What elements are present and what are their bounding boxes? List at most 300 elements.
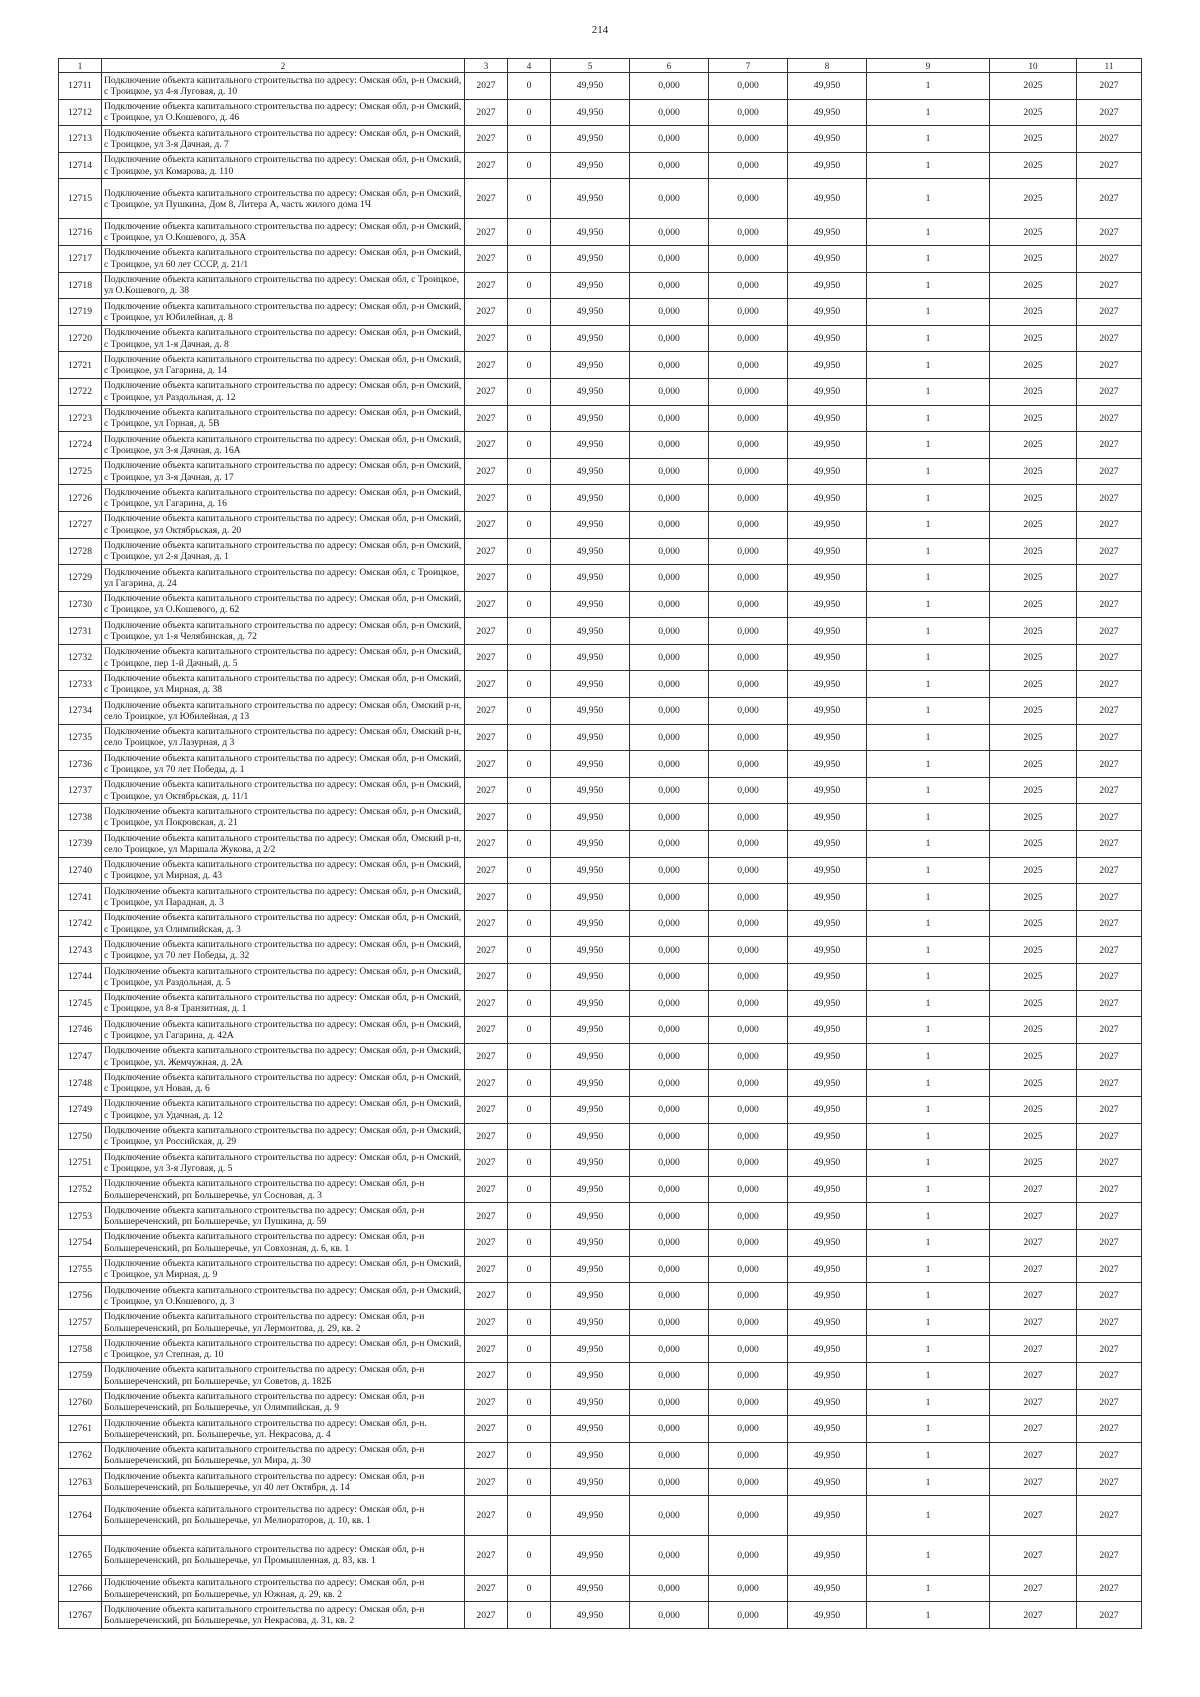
col9-cell: 1	[867, 990, 990, 1017]
col9-cell: 1	[867, 299, 990, 326]
col6-cell: 0,000	[630, 937, 709, 964]
col4-cell: 0	[508, 964, 551, 991]
col7-cell: 0,000	[709, 432, 788, 459]
col7-cell: 0,000	[709, 1416, 788, 1443]
col9-cell: 1	[867, 1150, 990, 1177]
row-number-cell: 12733	[59, 671, 102, 698]
col8-cell: 49,950	[788, 325, 867, 352]
col7-cell: 0,000	[709, 910, 788, 937]
col9-cell: 1	[867, 591, 990, 618]
col8-cell: 49,950	[788, 378, 867, 405]
start-year-cell: 2027	[990, 1575, 1077, 1602]
start-year-cell: 2025	[990, 804, 1077, 831]
end-year-cell: 2027	[1077, 910, 1142, 937]
year-cell: 2027	[465, 352, 508, 379]
col4-cell: 0	[508, 1096, 551, 1123]
col5-cell: 49,950	[551, 1070, 630, 1097]
end-year-cell: 2027	[1077, 1416, 1142, 1443]
col4-cell: 0	[508, 73, 551, 100]
row-number-cell: 12729	[59, 565, 102, 592]
year-cell: 2027	[465, 432, 508, 459]
start-year-cell: 2027	[990, 1283, 1077, 1310]
col6-cell: 0,000	[630, 1469, 709, 1496]
row-number-cell: 12738	[59, 804, 102, 831]
col4-cell: 0	[508, 910, 551, 937]
end-year-cell: 2027	[1077, 179, 1142, 219]
row-number-cell: 12739	[59, 831, 102, 858]
year-cell: 2027	[465, 73, 508, 100]
table-row	[59, 432, 1142, 459]
col6-cell: 0,000	[630, 1535, 709, 1575]
col4-cell: 0	[508, 777, 551, 804]
col8-cell: 49,950	[788, 245, 867, 272]
table-row	[59, 804, 1142, 831]
col4-cell: 0	[508, 511, 551, 538]
col9-cell: 1	[867, 73, 990, 100]
col4-cell: 0	[508, 99, 551, 126]
col7-cell: 0,000	[709, 1495, 788, 1535]
table-row	[59, 964, 1142, 991]
description-cell: Подключение объекта капитального строительства по адресу: Омская обл, р-н Омский, с Троицкое, ул Гагарина, д. 14	[102, 352, 465, 379]
col8-cell: 49,950	[788, 511, 867, 538]
col8-cell: 49,950	[788, 804, 867, 831]
end-year-cell: 2027	[1077, 831, 1142, 858]
start-year-cell: 2025	[990, 1017, 1077, 1044]
col8-cell: 49,950	[788, 644, 867, 671]
col4-cell: 0	[508, 751, 551, 778]
description-cell: Подключение объекта капитального строительства по адресу: Омская обл, р-н Омский, с Троицкое, ул 70 лет Победы, д. 32	[102, 937, 465, 964]
col5-cell: 49,950	[551, 1389, 630, 1416]
end-year-cell: 2027	[1077, 245, 1142, 272]
col8-cell: 49,950	[788, 152, 867, 179]
col8-cell: 49,950	[788, 1150, 867, 1177]
row-number-cell: 12726	[59, 485, 102, 512]
year-cell: 2027	[465, 1416, 508, 1443]
start-year-cell: 2025	[990, 884, 1077, 911]
col5-cell: 49,950	[551, 1602, 630, 1629]
col4-cell: 0	[508, 1017, 551, 1044]
col9-cell: 1	[867, 671, 990, 698]
col4-cell: 0	[508, 1123, 551, 1150]
col7-cell: 0,000	[709, 1602, 788, 1629]
end-year-cell: 2027	[1077, 1495, 1142, 1535]
col8-cell: 49,950	[788, 1362, 867, 1389]
row-number-cell: 12719	[59, 299, 102, 326]
col8-cell: 49,950	[788, 618, 867, 645]
year-cell: 2027	[465, 405, 508, 432]
col6-cell: 0,000	[630, 1070, 709, 1097]
start-year-cell: 2027	[990, 1336, 1077, 1363]
year-cell: 2027	[465, 1203, 508, 1230]
description-cell: Подключение объекта капитального строительства по адресу: Омская обл, с Троицкое, ул О.Кошевого, д. 38	[102, 272, 465, 299]
table-row	[59, 884, 1142, 911]
col7-cell: 0,000	[709, 1017, 788, 1044]
col6-cell: 0,000	[630, 378, 709, 405]
col5-cell: 49,950	[551, 751, 630, 778]
col5-cell: 49,950	[551, 1256, 630, 1283]
col9-cell: 1	[867, 99, 990, 126]
year-cell: 2027	[465, 990, 508, 1017]
row-number-cell: 12712	[59, 99, 102, 126]
col9-cell: 1	[867, 1416, 990, 1443]
col8-cell: 49,950	[788, 485, 867, 512]
start-year-cell: 2027	[990, 1309, 1077, 1336]
year-cell: 2027	[465, 1309, 508, 1336]
row-number-cell: 12740	[59, 857, 102, 884]
row-number-cell: 12767	[59, 1602, 102, 1629]
row-number-cell: 12734	[59, 698, 102, 725]
description-cell: Подключение объекта капитального строительства по адресу: Омская обл, р-н Омский, с Троицкое, ул Октябрьская, д. 20	[102, 511, 465, 538]
start-year-cell: 2025	[990, 245, 1077, 272]
year-cell: 2027	[465, 671, 508, 698]
col6-cell: 0,000	[630, 1389, 709, 1416]
col5-cell: 49,950	[551, 1416, 630, 1443]
year-cell: 2027	[465, 1256, 508, 1283]
year-cell: 2027	[465, 378, 508, 405]
description-cell: Подключение объекта капитального строительства по адресу: Омская обл, р-н Омский, с Троицкое, ул Гагарина, д. 42А	[102, 1017, 465, 1044]
col9-cell: 1	[867, 1043, 990, 1070]
col9-cell: 1	[867, 618, 990, 645]
year-cell: 2027	[465, 831, 508, 858]
description-cell: Подключение объекта капитального строительства по адресу: Омская обл, р-н Большереченский, рп Большеречье, ул Олимпийская, д. 9	[102, 1389, 465, 1416]
year-cell: 2027	[465, 1283, 508, 1310]
col4-cell: 0	[508, 126, 551, 153]
row-number-cell: 12725	[59, 458, 102, 485]
col9-cell: 1	[867, 1442, 990, 1469]
end-year-cell: 2027	[1077, 538, 1142, 565]
col7-cell: 0,000	[709, 538, 788, 565]
start-year-cell: 2025	[990, 777, 1077, 804]
col8-cell: 49,950	[788, 1123, 867, 1150]
col7-cell: 0,000	[709, 405, 788, 432]
col7-cell: 0,000	[709, 126, 788, 153]
column-header: 10	[990, 59, 1077, 73]
col6-cell: 0,000	[630, 73, 709, 100]
col5-cell: 49,950	[551, 378, 630, 405]
col4-cell: 0	[508, 219, 551, 246]
col6-cell: 0,000	[630, 1176, 709, 1203]
col4-cell: 0	[508, 485, 551, 512]
description-cell: Подключение объекта капитального строительства по адресу: Омская обл, р-н. Большереченский, рп. Большеречье, ул. Некрасова, д. 4	[102, 1416, 465, 1443]
col5-cell: 49,950	[551, 1575, 630, 1602]
start-year-cell: 2025	[990, 618, 1077, 645]
start-year-cell: 2027	[990, 1442, 1077, 1469]
table-row	[59, 73, 1142, 100]
description-cell: Подключение объекта капитального строительства по адресу: Омская обл, р-н Большереченский, рп Большеречье, ул Совхозная, д. 6, кв. 1	[102, 1229, 465, 1256]
end-year-cell: 2027	[1077, 698, 1142, 725]
description-cell: Подключение объекта капитального строительства по адресу: Омская обл, р-н Омский, с Троицкое, ул 2-я Дачная, д. 1	[102, 538, 465, 565]
col4-cell: 0	[508, 671, 551, 698]
description-cell: Подключение объекта капитального строительства по адресу: Омская обл, р-н Омский, с Троицкое, пер 1-й Дачный, д. 5	[102, 644, 465, 671]
col4-cell: 0	[508, 1283, 551, 1310]
col8-cell: 49,950	[788, 1416, 867, 1443]
col5-cell: 49,950	[551, 937, 630, 964]
row-number-cell: 12755	[59, 1256, 102, 1283]
end-year-cell: 2027	[1077, 325, 1142, 352]
table-row	[59, 485, 1142, 512]
end-year-cell: 2027	[1077, 485, 1142, 512]
col9-cell: 1	[867, 644, 990, 671]
col4-cell: 0	[508, 831, 551, 858]
row-number-cell: 12717	[59, 245, 102, 272]
description-cell: Подключение объекта капитального строительства по адресу: Омская обл, р-н Омский, с Троицкое, ул Удачная, д. 12	[102, 1096, 465, 1123]
table-row	[59, 857, 1142, 884]
description-cell: Подключение объекта капитального строительства по адресу: Омская обл, р-н Омский, с Троицкое, ул Раздольная, д. 5	[102, 964, 465, 991]
description-cell: Подключение объекта капитального строительства по адресу: Омская обл, р-н Омский, с Троицкое, ул О.Кошевого, д. 35А	[102, 219, 465, 246]
col8-cell: 49,950	[788, 405, 867, 432]
description-cell: Подключение объекта капитального строительства по адресу: Омская обл, р-н Омский, с Троицкое, ул 3-я Дачная, д. 16А	[102, 432, 465, 459]
description-cell: Подключение объекта капитального строительства по адресу: Омская обл, р-н Омский, с Троицкое, ул Юбилейная, д. 8	[102, 299, 465, 326]
col7-cell: 0,000	[709, 964, 788, 991]
column-header: 11	[1077, 59, 1142, 73]
description-cell: Подключение объекта капитального строительства по адресу: Омская обл, р-н Омский, с Троицкое, ул 1-я Дачная, д. 8	[102, 325, 465, 352]
table-row	[59, 1229, 1142, 1256]
col7-cell: 0,000	[709, 884, 788, 911]
start-year-cell: 2025	[990, 910, 1077, 937]
col4-cell: 0	[508, 1495, 551, 1535]
column-header: 7	[709, 59, 788, 73]
start-year-cell: 2025	[990, 831, 1077, 858]
col8-cell: 49,950	[788, 126, 867, 153]
col4-cell: 0	[508, 644, 551, 671]
start-year-cell: 2025	[990, 964, 1077, 991]
end-year-cell: 2027	[1077, 724, 1142, 751]
col6-cell: 0,000	[630, 964, 709, 991]
col4-cell: 0	[508, 565, 551, 592]
col5-cell: 49,950	[551, 325, 630, 352]
col5-cell: 49,950	[551, 1535, 630, 1575]
year-cell: 2027	[465, 804, 508, 831]
year-cell: 2027	[465, 777, 508, 804]
col8-cell: 49,950	[788, 99, 867, 126]
end-year-cell: 2027	[1077, 804, 1142, 831]
end-year-cell: 2027	[1077, 272, 1142, 299]
start-year-cell: 2025	[990, 724, 1077, 751]
row-number-cell: 12751	[59, 1150, 102, 1177]
col9-cell: 1	[867, 1123, 990, 1150]
start-year-cell: 2025	[990, 485, 1077, 512]
row-number-cell: 12758	[59, 1336, 102, 1363]
col8-cell: 49,950	[788, 698, 867, 725]
col5-cell: 49,950	[551, 99, 630, 126]
row-number-cell: 12762	[59, 1442, 102, 1469]
col9-cell: 1	[867, 1070, 990, 1097]
col8-cell: 49,950	[788, 1043, 867, 1070]
table-row	[59, 831, 1142, 858]
year-cell: 2027	[465, 1123, 508, 1150]
year-cell: 2027	[465, 152, 508, 179]
col4-cell: 0	[508, 1469, 551, 1496]
col6-cell: 0,000	[630, 1017, 709, 1044]
col6-cell: 0,000	[630, 1602, 709, 1629]
col5-cell: 49,950	[551, 671, 630, 698]
col9-cell: 1	[867, 857, 990, 884]
col7-cell: 0,000	[709, 1442, 788, 1469]
column-header: 9	[867, 59, 990, 73]
description-cell: Подключение объекта капитального строительства по адресу: Омская обл, р-н Омский, с Троицкое, ул Мирная, д. 43	[102, 857, 465, 884]
year-cell: 2027	[465, 565, 508, 592]
col6-cell: 0,000	[630, 777, 709, 804]
column-header: 4	[508, 59, 551, 73]
row-number-cell: 12735	[59, 724, 102, 751]
col5-cell: 49,950	[551, 698, 630, 725]
col6-cell: 0,000	[630, 1043, 709, 1070]
col7-cell: 0,000	[709, 1389, 788, 1416]
col4-cell: 0	[508, 1070, 551, 1097]
year-cell: 2027	[465, 937, 508, 964]
row-number-cell: 12711	[59, 73, 102, 100]
table-row	[59, 671, 1142, 698]
table-row	[59, 1336, 1142, 1363]
col9-cell: 1	[867, 937, 990, 964]
row-number-cell: 12737	[59, 777, 102, 804]
col5-cell: 49,950	[551, 152, 630, 179]
row-number-cell: 12715	[59, 179, 102, 219]
table-row	[59, 1495, 1142, 1535]
col5-cell: 49,950	[551, 804, 630, 831]
col9-cell: 1	[867, 1469, 990, 1496]
column-header: 6	[630, 59, 709, 73]
table-row	[59, 538, 1142, 565]
col5-cell: 49,950	[551, 1362, 630, 1389]
col4-cell: 0	[508, 405, 551, 432]
end-year-cell: 2027	[1077, 857, 1142, 884]
col4-cell: 0	[508, 1043, 551, 1070]
table-row	[59, 618, 1142, 645]
col9-cell: 1	[867, 405, 990, 432]
row-number-cell: 12765	[59, 1535, 102, 1575]
col7-cell: 0,000	[709, 1203, 788, 1230]
table-row	[59, 405, 1142, 432]
col6-cell: 0,000	[630, 1309, 709, 1336]
table-row	[59, 245, 1142, 272]
description-cell: Подключение объекта капитального строительства по адресу: Омская обл, р-н Омский, с Троицкое, ул Горная, д. 5В	[102, 405, 465, 432]
start-year-cell: 2025	[990, 565, 1077, 592]
col9-cell: 1	[867, 1283, 990, 1310]
description-cell: Подключение объекта капитального строительства по адресу: Омская обл, р-н Омский, с Троицкое, ул 1-я Челябинская, д. 72	[102, 618, 465, 645]
table-row	[59, 1043, 1142, 1070]
row-number-cell: 12750	[59, 1123, 102, 1150]
end-year-cell: 2027	[1077, 73, 1142, 100]
row-number-cell: 12722	[59, 378, 102, 405]
col5-cell: 49,950	[551, 219, 630, 246]
col7-cell: 0,000	[709, 1176, 788, 1203]
description-cell: Подключение объекта капитального строительства по адресу: Омская обл, р-н Омский, с Троицкое, ул 8-я Транзитная, д. 1	[102, 990, 465, 1017]
col8-cell: 49,950	[788, 432, 867, 459]
col7-cell: 0,000	[709, 1229, 788, 1256]
end-year-cell: 2027	[1077, 405, 1142, 432]
table-row	[59, 352, 1142, 379]
col4-cell: 0	[508, 1150, 551, 1177]
col4-cell: 0	[508, 458, 551, 485]
col8-cell: 49,950	[788, 1575, 867, 1602]
description-cell: Подключение объекта капитального строительства по адресу: Омская обл, р-н Омский, с Троицкое, ул Новая, д. 6	[102, 1070, 465, 1097]
col5-cell: 49,950	[551, 777, 630, 804]
col5-cell: 49,950	[551, 405, 630, 432]
col7-cell: 0,000	[709, 990, 788, 1017]
row-number-cell: 12752	[59, 1176, 102, 1203]
col7-cell: 0,000	[709, 1336, 788, 1363]
col8-cell: 49,950	[788, 272, 867, 299]
end-year-cell: 2027	[1077, 1309, 1142, 1336]
description-cell: Подключение объекта капитального строительства по адресу: Омская обл, Омский р-н, село Троицкое, ул Маршала Жукова, д 2/2	[102, 831, 465, 858]
col7-cell: 0,000	[709, 1043, 788, 1070]
table-row	[59, 565, 1142, 592]
col7-cell: 0,000	[709, 245, 788, 272]
col8-cell: 49,950	[788, 1176, 867, 1203]
col5-cell: 49,950	[551, 618, 630, 645]
start-year-cell: 2025	[990, 591, 1077, 618]
col6-cell: 0,000	[630, 272, 709, 299]
col7-cell: 0,000	[709, 458, 788, 485]
col9-cell: 1	[867, 325, 990, 352]
col9-cell: 1	[867, 1575, 990, 1602]
col6-cell: 0,000	[630, 698, 709, 725]
col7-cell: 0,000	[709, 219, 788, 246]
col8-cell: 49,950	[788, 777, 867, 804]
col6-cell: 0,000	[630, 591, 709, 618]
column-header-row	[59, 59, 1142, 73]
start-year-cell: 2025	[990, 511, 1077, 538]
col5-cell: 49,950	[551, 511, 630, 538]
start-year-cell: 2027	[990, 1602, 1077, 1629]
year-cell: 2027	[465, 458, 508, 485]
start-year-cell: 2025	[990, 1123, 1077, 1150]
col5-cell: 49,950	[551, 1017, 630, 1044]
row-number-cell: 12754	[59, 1229, 102, 1256]
col4-cell: 0	[508, 724, 551, 751]
col6-cell: 0,000	[630, 485, 709, 512]
col9-cell: 1	[867, 777, 990, 804]
col9-cell: 1	[867, 1602, 990, 1629]
col5-cell: 49,950	[551, 1203, 630, 1230]
end-year-cell: 2027	[1077, 565, 1142, 592]
col5-cell: 49,950	[551, 538, 630, 565]
end-year-cell: 2027	[1077, 99, 1142, 126]
end-year-cell: 2027	[1077, 1535, 1142, 1575]
col5-cell: 49,950	[551, 910, 630, 937]
description-cell: Подключение объекта капитального строительства по адресу: Омская обл, р-н Большереченский, рп Большеречье, ул Промышленная, д. 83, кв. 1	[102, 1535, 465, 1575]
col8-cell: 49,950	[788, 857, 867, 884]
col9-cell: 1	[867, 1309, 990, 1336]
col5-cell: 49,950	[551, 272, 630, 299]
col8-cell: 49,950	[788, 538, 867, 565]
start-year-cell: 2027	[990, 1535, 1077, 1575]
description-cell: Подключение объекта капитального строительства по адресу: Омская обл, р-н Омский, с Троицкое, ул. Жемчужная, д. 2А	[102, 1043, 465, 1070]
col6-cell: 0,000	[630, 1096, 709, 1123]
col5-cell: 49,950	[551, 1123, 630, 1150]
col7-cell: 0,000	[709, 352, 788, 379]
table-row	[59, 1575, 1142, 1602]
col4-cell: 0	[508, 272, 551, 299]
end-year-cell: 2027	[1077, 990, 1142, 1017]
col8-cell: 49,950	[788, 458, 867, 485]
description-cell: Подключение объекта капитального строительства по адресу: Омская обл, р-н Омский, с Троицкое, ул Гагарина, д. 16	[102, 485, 465, 512]
row-number-cell: 12720	[59, 325, 102, 352]
table-row	[59, 751, 1142, 778]
table-row	[59, 1070, 1142, 1097]
col4-cell: 0	[508, 804, 551, 831]
description-cell: Подключение объекта капитального строительства по адресу: Омская обл, р-н Омский, с Троицкое, ул Мирная, д. 38	[102, 671, 465, 698]
year-cell: 2027	[465, 245, 508, 272]
year-cell: 2027	[465, 1442, 508, 1469]
col7-cell: 0,000	[709, 1123, 788, 1150]
year-cell: 2027	[465, 644, 508, 671]
col7-cell: 0,000	[709, 698, 788, 725]
col5-cell: 49,950	[551, 1442, 630, 1469]
table-row	[59, 179, 1142, 219]
row-number-cell: 12718	[59, 272, 102, 299]
